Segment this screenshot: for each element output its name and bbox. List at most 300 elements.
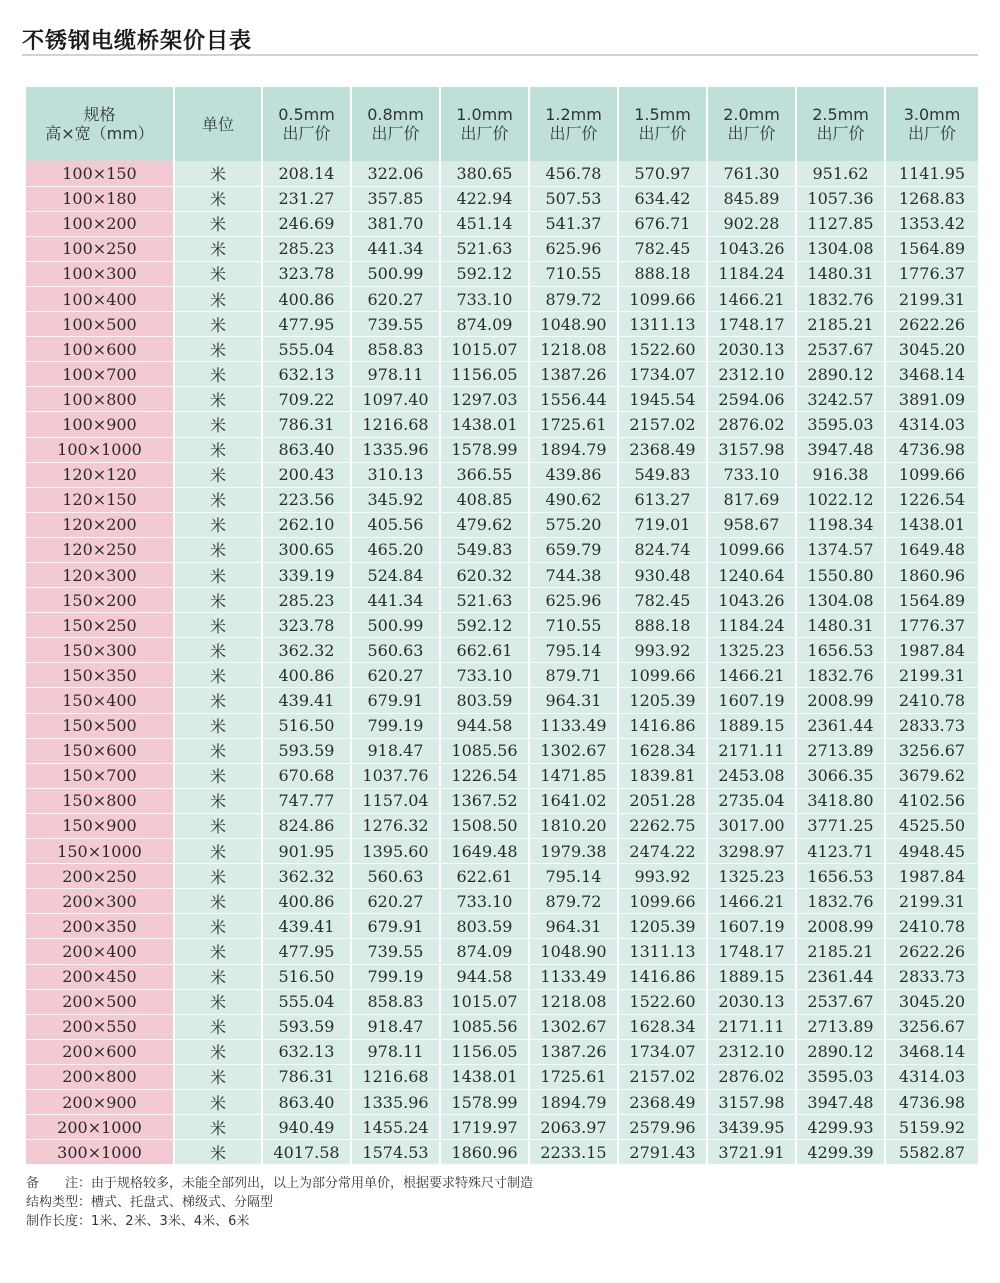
price-cell: 930.48 [618, 563, 707, 588]
price-cell: 575.20 [529, 512, 618, 537]
price-cell: 1438.01 [440, 412, 529, 437]
price-cell: 1085.56 [440, 1014, 529, 1039]
price-cell: 2157.02 [618, 412, 707, 437]
price-cell: 1099.66 [885, 462, 978, 487]
price-cell: 1628.34 [618, 1014, 707, 1039]
price-cell: 2453.08 [707, 763, 796, 788]
price-cell: 1748.17 [707, 939, 796, 964]
price-cell: 858.83 [351, 989, 440, 1014]
price-cell: 592.12 [440, 261, 529, 286]
price-cell: 1438.01 [440, 1064, 529, 1089]
price-cell: 500.99 [351, 261, 440, 286]
unit-cell: 米 [174, 1089, 262, 1114]
unit-cell: 米 [174, 813, 262, 838]
column-header-line2: 出厂价 [549, 124, 598, 143]
price-cell: 200.43 [262, 462, 351, 487]
price-cell: 2735.04 [707, 788, 796, 813]
price-cell: 441.34 [351, 236, 440, 261]
column-header [885, 87, 978, 161]
price-cell: 1438.01 [885, 512, 978, 537]
price-cell: 1099.66 [618, 889, 707, 914]
price-cell: 2262.75 [618, 813, 707, 838]
price-cell: 507.53 [529, 186, 618, 211]
price-cell: 1574.53 [351, 1140, 440, 1165]
column-header-line1: 2.5mm [812, 105, 869, 124]
spec-cell: 100×500 [26, 312, 174, 337]
price-cell: 1466.21 [707, 286, 796, 311]
spec-cell: 150×600 [26, 738, 174, 763]
price-cell: 824.86 [262, 813, 351, 838]
column-header-line2: 出厂价 [638, 124, 687, 143]
price-cell: 1302.67 [529, 1014, 618, 1039]
price-cell: 879.71 [529, 663, 618, 688]
price-cell: 918.47 [351, 738, 440, 763]
spec-cell: 100×250 [26, 236, 174, 261]
price-cell: 1455.24 [351, 1115, 440, 1140]
table-row [26, 437, 978, 462]
price-cell: 1894.79 [529, 1089, 618, 1114]
price-cell: 231.27 [262, 186, 351, 211]
price-cell: 323.78 [262, 261, 351, 286]
price-cell: 223.56 [262, 487, 351, 512]
price-cell: 3418.80 [796, 788, 885, 813]
price-cell: 1057.36 [796, 186, 885, 211]
price-cell: 300.65 [262, 537, 351, 562]
price-cell: 3891.09 [885, 387, 978, 412]
price-cell: 1556.44 [529, 387, 618, 412]
price-cell: 918.47 [351, 1014, 440, 1039]
price-cell: 1471.85 [529, 763, 618, 788]
price-cell: 1226.54 [885, 487, 978, 512]
price-cell: 1466.21 [707, 663, 796, 688]
price-cell: 322.06 [351, 161, 440, 186]
spec-cell: 100×150 [26, 161, 174, 186]
column-header [707, 87, 796, 161]
price-cell: 208.14 [262, 161, 351, 186]
table-row [26, 588, 978, 613]
price-cell: 555.04 [262, 989, 351, 1014]
unit-cell: 米 [174, 1140, 262, 1165]
price-cell: 2051.28 [618, 788, 707, 813]
price-cell: 4299.93 [796, 1115, 885, 1140]
price-cell: 719.01 [618, 512, 707, 537]
price-cell: 733.10 [707, 462, 796, 487]
column-header-line1: 单位 [201, 114, 234, 134]
price-cell: 993.92 [618, 864, 707, 889]
table-row [26, 1064, 978, 1089]
price-cell: 1302.67 [529, 738, 618, 763]
price-cell: 549.83 [618, 462, 707, 487]
unit-cell: 米 [174, 286, 262, 311]
price-cell: 1607.19 [707, 688, 796, 713]
price-cell: 2312.10 [707, 362, 796, 387]
price-cell: 479.62 [440, 512, 529, 537]
price-cell: 3721.91 [707, 1140, 796, 1165]
price-cell: 799.19 [351, 713, 440, 738]
price-cell: 1127.85 [796, 211, 885, 236]
price-cell: 439.41 [262, 688, 351, 713]
price-cell: 3045.20 [885, 989, 978, 1014]
price-cell: 3298.97 [707, 839, 796, 864]
price-cell: 1311.13 [618, 312, 707, 337]
spec-cell: 150×250 [26, 613, 174, 638]
price-cell: 2185.21 [796, 939, 885, 964]
price-cell: 1945.54 [618, 387, 707, 412]
price-cell: 679.91 [351, 688, 440, 713]
price-cell: 1522.60 [618, 989, 707, 1014]
price-cell: 345.92 [351, 487, 440, 512]
price-cell: 3017.00 [707, 813, 796, 838]
price-cell: 560.63 [351, 638, 440, 663]
price-cell: 1578.99 [440, 437, 529, 462]
column-header [796, 87, 885, 161]
price-cell: 2876.02 [707, 1064, 796, 1089]
spec-cell: 200×350 [26, 914, 174, 939]
price-cell: 874.09 [440, 939, 529, 964]
spec-cell: 150×300 [26, 638, 174, 663]
price-cell: 1304.08 [796, 236, 885, 261]
table-row [26, 261, 978, 286]
table-row [26, 286, 978, 311]
price-cell: 2537.67 [796, 989, 885, 1014]
price-cell: 500.99 [351, 613, 440, 638]
price-cell: 2030.13 [707, 989, 796, 1014]
price-cell: 3066.35 [796, 763, 885, 788]
table-row [26, 462, 978, 487]
price-cell: 1607.19 [707, 914, 796, 939]
price-cell: 323.78 [262, 613, 351, 638]
price-cell: 978.11 [351, 1039, 440, 1064]
price-cell: 1641.02 [529, 788, 618, 813]
price-cell: 670.68 [262, 763, 351, 788]
price-cell: 400.86 [262, 286, 351, 311]
price-cell: 366.55 [440, 462, 529, 487]
table-row [26, 813, 978, 838]
table-row [26, 236, 978, 261]
price-cell: 2361.44 [796, 964, 885, 989]
price-cell: 3242.57 [796, 387, 885, 412]
price-cell: 1353.42 [885, 211, 978, 236]
price-cell: 1304.08 [796, 588, 885, 613]
price-cell: 620.27 [351, 889, 440, 914]
price-cell: 1216.68 [351, 1064, 440, 1089]
price-cell: 262.10 [262, 512, 351, 537]
price-cell: 659.79 [529, 537, 618, 562]
price-cell: 451.14 [440, 211, 529, 236]
price-cell: 733.10 [440, 663, 529, 688]
unit-cell: 米 [174, 462, 262, 487]
price-cell: 3256.67 [885, 738, 978, 763]
price-cell: 3256.67 [885, 1014, 978, 1039]
table-row [26, 663, 978, 688]
price-cell: 679.91 [351, 914, 440, 939]
price-cell: 1218.08 [529, 989, 618, 1014]
price-cell: 676.71 [618, 211, 707, 236]
spec-cell: 150×700 [26, 763, 174, 788]
price-cell: 310.13 [351, 462, 440, 487]
price-cell: 408.85 [440, 487, 529, 512]
notes-section [26, 1174, 533, 1231]
price-cell: 1987.84 [885, 638, 978, 663]
price-cell: 901.95 [262, 839, 351, 864]
unit-cell: 米 [174, 563, 262, 588]
price-cell: 1276.32 [351, 813, 440, 838]
price-cell: 560.63 [351, 864, 440, 889]
price-cell: 1184.24 [707, 261, 796, 286]
spec-cell: 150×350 [26, 663, 174, 688]
column-header [262, 87, 351, 161]
price-cell: 5582.87 [885, 1140, 978, 1165]
price-cell: 709.22 [262, 387, 351, 412]
price-cell: 3468.14 [885, 1039, 978, 1064]
price-cell: 1564.89 [885, 588, 978, 613]
price-cell: 570.97 [618, 161, 707, 186]
price-cell: 4736.98 [885, 437, 978, 462]
price-cell: 1387.26 [529, 1039, 618, 1064]
price-cell: 795.14 [529, 864, 618, 889]
price-cell: 944.58 [440, 713, 529, 738]
price-cell: 2361.44 [796, 713, 885, 738]
unit-cell: 米 [174, 236, 262, 261]
price-cell: 439.86 [529, 462, 618, 487]
price-cell: 1748.17 [707, 312, 796, 337]
price-cell: 285.23 [262, 588, 351, 613]
price-cell: 1979.38 [529, 839, 618, 864]
table-row [26, 1039, 978, 1064]
price-cell: 1226.54 [440, 763, 529, 788]
spec-cell: 120×300 [26, 563, 174, 588]
price-cell: 4525.50 [885, 813, 978, 838]
column-header-line2: 出厂价 [727, 124, 776, 143]
price-cell: 2876.02 [707, 412, 796, 437]
price-cell: 2171.11 [707, 1014, 796, 1039]
column-header-line1: 1.0mm [456, 105, 513, 124]
table-row [26, 161, 978, 186]
price-cell: 380.65 [440, 161, 529, 186]
price-cell: 3595.03 [796, 1064, 885, 1089]
table-row [26, 638, 978, 663]
price-cell: 1043.26 [707, 236, 796, 261]
spec-cell: 200×250 [26, 864, 174, 889]
price-cell: 739.55 [351, 312, 440, 337]
price-cell: 858.83 [351, 337, 440, 362]
price-cell: 1015.07 [440, 989, 529, 1014]
price-cell: 874.09 [440, 312, 529, 337]
price-cell: 1048.90 [529, 939, 618, 964]
price-cell: 1141.95 [885, 161, 978, 186]
price-cell: 733.10 [440, 286, 529, 311]
spec-cell: 200×1000 [26, 1115, 174, 1140]
price-cell: 1725.61 [529, 1064, 618, 1089]
unit-cell: 米 [174, 412, 262, 437]
price-cell: 2833.73 [885, 713, 978, 738]
unit-cell: 米 [174, 638, 262, 663]
price-cell: 1015.07 [440, 337, 529, 362]
price-cell: 613.27 [618, 487, 707, 512]
price-cell: 958.67 [707, 512, 796, 537]
price-cell: 555.04 [262, 337, 351, 362]
table-row [26, 864, 978, 889]
price-cell: 285.23 [262, 236, 351, 261]
price-cell: 2833.73 [885, 964, 978, 989]
price-cell: 799.19 [351, 964, 440, 989]
unit-cell: 米 [174, 1115, 262, 1140]
price-cell: 2791.43 [618, 1140, 707, 1165]
spec-cell: 120×200 [26, 512, 174, 537]
price-cell: 2008.99 [796, 914, 885, 939]
unit-cell: 米 [174, 512, 262, 537]
price-cell: 1776.37 [885, 261, 978, 286]
price-cell: 916.38 [796, 462, 885, 487]
price-cell: 246.69 [262, 211, 351, 236]
column-header [26, 87, 174, 161]
price-cell: 2474.22 [618, 839, 707, 864]
price-cell: 439.41 [262, 914, 351, 939]
column-header [174, 87, 262, 161]
price-cell: 2410.78 [885, 688, 978, 713]
unit-cell: 米 [174, 864, 262, 889]
table-row [26, 939, 978, 964]
price-cell: 1205.39 [618, 688, 707, 713]
spec-cell: 200×500 [26, 989, 174, 1014]
price-cell: 1099.66 [707, 537, 796, 562]
column-header-line1: 1.5mm [634, 105, 691, 124]
price-cell: 1649.48 [440, 839, 529, 864]
column-header-line2: 出厂价 [816, 124, 865, 143]
price-cell: 490.62 [529, 487, 618, 512]
price-cell: 405.56 [351, 512, 440, 537]
title-divider [22, 54, 978, 56]
price-cell: 902.28 [707, 211, 796, 236]
price-cell: 541.37 [529, 211, 618, 236]
price-cell: 1395.60 [351, 839, 440, 864]
price-cell: 845.89 [707, 186, 796, 211]
price-cell: 4314.03 [885, 1064, 978, 1089]
price-table [26, 87, 978, 1165]
price-cell: 940.49 [262, 1115, 351, 1140]
price-cell: 339.19 [262, 563, 351, 588]
price-cell: 2579.96 [618, 1115, 707, 1140]
price-cell: 3157.98 [707, 437, 796, 462]
price-cell: 863.40 [262, 437, 351, 462]
price-cell: 803.59 [440, 688, 529, 713]
price-cell: 5159.92 [885, 1115, 978, 1140]
table-row [26, 412, 978, 437]
price-cell: 2063.97 [529, 1115, 618, 1140]
price-cell: 1205.39 [618, 914, 707, 939]
spec-cell: 150×400 [26, 688, 174, 713]
price-cell: 3947.48 [796, 1089, 885, 1114]
price-cell: 944.58 [440, 964, 529, 989]
table-row [26, 688, 978, 713]
price-cell: 1628.34 [618, 738, 707, 763]
price-cell: 1022.12 [796, 487, 885, 512]
price-cell: 3679.62 [885, 763, 978, 788]
price-cell: 747.77 [262, 788, 351, 813]
price-cell: 710.55 [529, 261, 618, 286]
price-cell: 4299.39 [796, 1140, 885, 1165]
unit-cell: 米 [174, 261, 262, 286]
price-cell: 761.30 [707, 161, 796, 186]
unit-cell: 米 [174, 437, 262, 462]
price-cell: 1099.66 [618, 286, 707, 311]
price-cell: 1133.49 [529, 713, 618, 738]
price-cell: 1839.81 [618, 763, 707, 788]
price-cell: 662.61 [440, 638, 529, 663]
price-cell: 2537.67 [796, 337, 885, 362]
price-cell: 3157.98 [707, 1089, 796, 1114]
unit-cell: 米 [174, 161, 262, 186]
table-row [26, 964, 978, 989]
spec-cell: 300×1000 [26, 1140, 174, 1165]
table-row [26, 839, 978, 864]
price-cell: 524.84 [351, 563, 440, 588]
spec-cell: 200×550 [26, 1014, 174, 1039]
unit-cell: 米 [174, 487, 262, 512]
price-cell: 739.55 [351, 939, 440, 964]
price-cell: 4736.98 [885, 1089, 978, 1114]
price-cell: 1832.76 [796, 663, 885, 688]
table-row [26, 989, 978, 1014]
price-cell: 1297.03 [440, 387, 529, 412]
spec-cell: 150×900 [26, 813, 174, 838]
price-cell: 1048.90 [529, 312, 618, 337]
table-row [26, 563, 978, 588]
unit-cell: 米 [174, 1064, 262, 1089]
table-row [26, 337, 978, 362]
price-cell: 2890.12 [796, 362, 885, 387]
price-cell: 477.95 [262, 312, 351, 337]
price-cell: 1157.04 [351, 788, 440, 813]
price-cell: 1734.07 [618, 1039, 707, 1064]
price-cell: 1198.34 [796, 512, 885, 537]
price-cell: 3771.25 [796, 813, 885, 838]
column-header-line1: 3.0mm [903, 105, 961, 124]
price-cell: 1776.37 [885, 613, 978, 638]
price-cell: 863.40 [262, 1089, 351, 1114]
unit-cell: 米 [174, 839, 262, 864]
price-cell: 795.14 [529, 638, 618, 663]
column-header [351, 87, 440, 161]
price-cell: 1508.50 [440, 813, 529, 838]
price-cell: 1099.66 [618, 663, 707, 688]
price-cell: 803.59 [440, 914, 529, 939]
price-cell: 400.86 [262, 663, 351, 688]
spec-cell: 200×400 [26, 939, 174, 964]
price-cell: 620.27 [351, 663, 440, 688]
table-row [26, 186, 978, 211]
price-cell: 1466.21 [707, 889, 796, 914]
table-row [26, 1115, 978, 1140]
column-header-line1: 0.8mm [367, 105, 424, 124]
price-cell: 1184.24 [707, 613, 796, 638]
price-cell: 2199.31 [885, 889, 978, 914]
unit-cell: 米 [174, 1014, 262, 1039]
unit-cell: 米 [174, 738, 262, 763]
price-cell: 456.78 [529, 161, 618, 186]
price-cell: 733.10 [440, 889, 529, 914]
price-cell: 888.18 [618, 261, 707, 286]
unit-cell: 米 [174, 763, 262, 788]
table-row [26, 487, 978, 512]
price-cell: 4123.71 [796, 839, 885, 864]
spec-cell: 120×120 [26, 462, 174, 487]
price-cell: 549.83 [440, 537, 529, 562]
price-cell: 1085.56 [440, 738, 529, 763]
price-cell: 465.20 [351, 537, 440, 562]
price-cell: 1097.40 [351, 387, 440, 412]
price-cell: 2890.12 [796, 1039, 885, 1064]
